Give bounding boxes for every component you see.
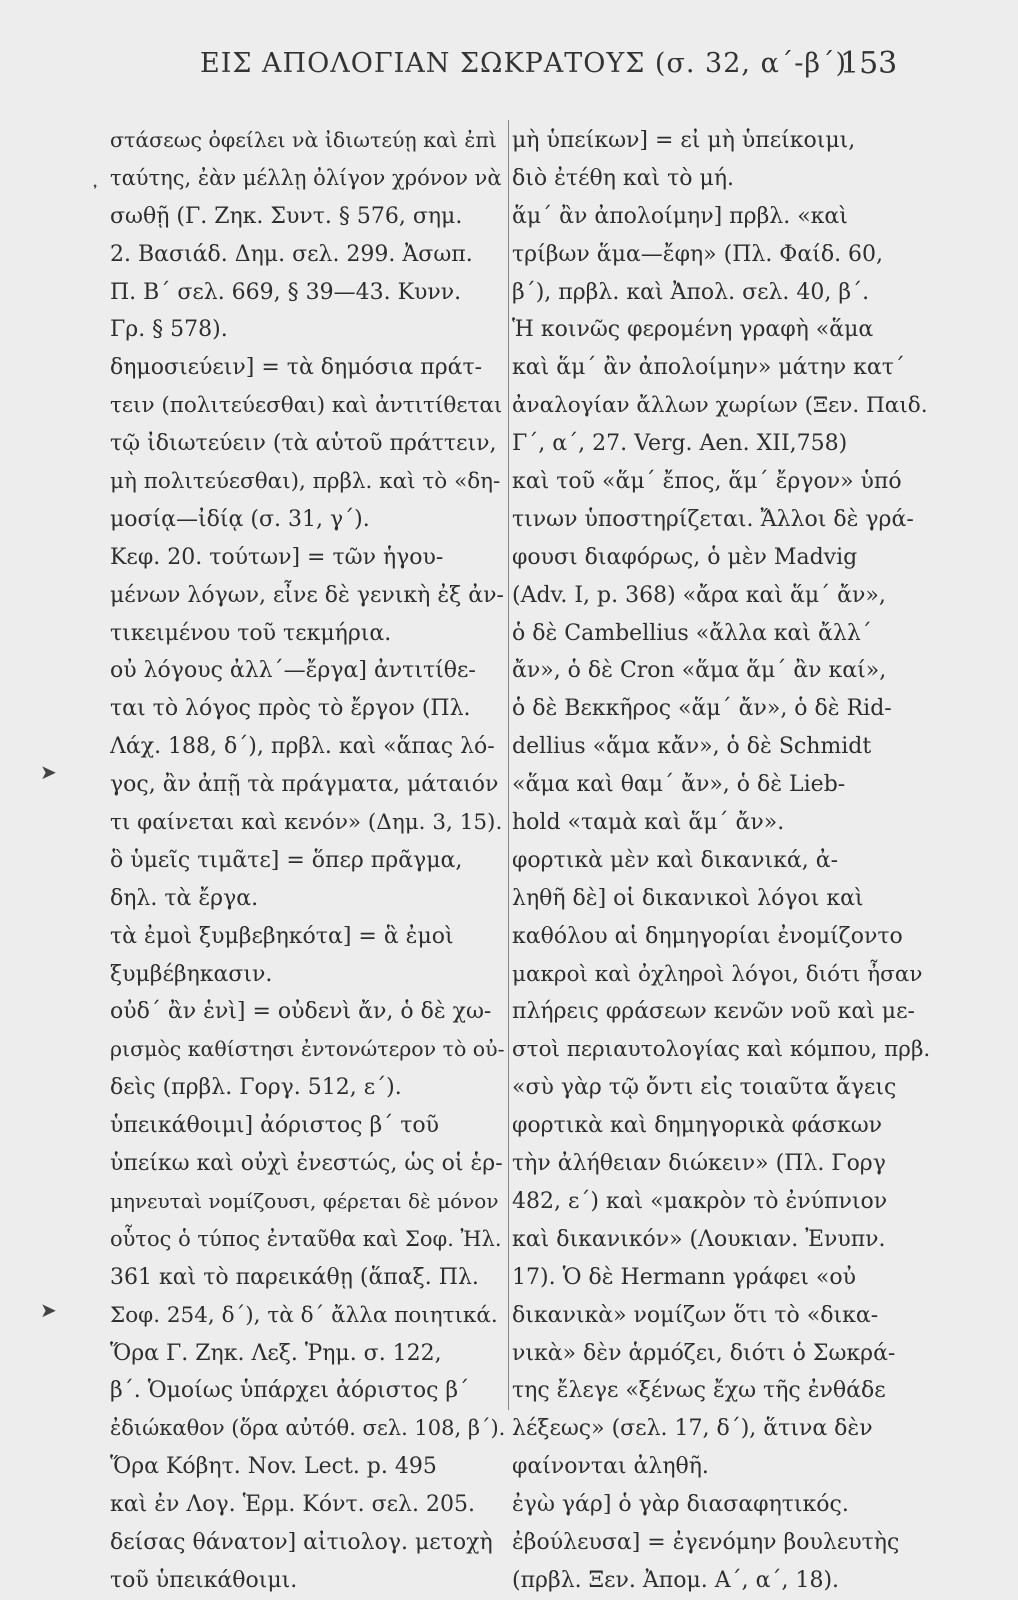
text-line: ἐβούλευσα] = ἐγενόμην βουλευτὴς xyxy=(512,1529,900,1555)
text-line: Κεφ. 20. τούτων] = τῶν ἡγου- xyxy=(110,544,444,570)
text-line: τῷ ἰδιωτεύειν (τὰ αὑτοῦ πράττειν, xyxy=(110,431,497,457)
text-line: ἅμ΄ ἂν ἀπολοίμην] πρβλ. «καὶ xyxy=(512,203,848,229)
text-line: ὃ ὑμεῖς τιμᾶτε] = ὅπερ πρᾶγμα, xyxy=(110,847,463,873)
text-line: β΄), πρβλ. καὶ Ἀπολ. σελ. 40, β΄. xyxy=(512,279,870,305)
text-line: καὶ ἅμ΄ ἂν ἀπολοίμην» μάτην κατ΄ xyxy=(512,355,905,381)
text-line: dellius «ἅμα κἄν», ὁ δὲ Schmidt xyxy=(512,734,872,760)
text-line: φορτικὰ μὲν καὶ δικανικά, ἀ- xyxy=(512,847,839,873)
text-line: Ὅρα Κόβητ. Nov. Lect. p. 495 xyxy=(110,1454,437,1480)
text-line: ἄν», ὁ δὲ Cron «ἅμα ἅμ΄ ἂν καί», xyxy=(512,658,887,684)
text-line: ται τὸ λόγος πρὸς τὸ ἔργον (Πλ. xyxy=(110,696,471,722)
text-line: νικὰ» δὲν ἁρμόζει, διότι ὁ Σωκρά- xyxy=(512,1340,896,1366)
text-line: ταύτης, ἐὰν μέλλῃ ὀλίγον χρόνον νὰ xyxy=(110,165,502,190)
text-line: hold «ταμὰ καὶ ἅμ΄ ἄν». xyxy=(512,810,785,836)
text-line: 2. Βασιάδ. Δημ. σελ. 299. Ἀσωπ. xyxy=(110,241,473,267)
text-line: Σοφ. 254, δ΄), τὰ δ΄ ἄλλα ποιητικά. xyxy=(110,1302,498,1328)
right-column xyxy=(512,122,930,1600)
text-line: τρίβων ἅμα—ἔφη» (Πλ. Φαίδ. 60, xyxy=(512,241,884,267)
text-line: δεὶς (πρβλ. Γοργ. 512, ε΄). xyxy=(110,1075,402,1101)
text-line: στοὶ περιαυτολογίας καὶ κόμπου, πρβ. xyxy=(512,1037,930,1063)
text-line: δημοσιεύειν] = τὰ δημόσια πράτ- xyxy=(110,355,483,381)
text-line: Π. Β΄ σελ. 669, § 39—43. Κυνν. xyxy=(110,279,462,305)
text-line: Γρ. § 578). xyxy=(110,317,228,343)
text-line: οὗτος ὁ τύπος ἐνταῦθα καὶ Σοφ. Ἠλ. xyxy=(110,1226,502,1251)
text-line: Γ΄, α΄, 27. Verg. Aen. XII,758) xyxy=(512,431,848,457)
text-line: 17). Ὁ δὲ Hermann γράφει «οὐ xyxy=(512,1264,856,1290)
text-line: ἀναλογίαν ἄλλων χωρίων (Ξεν. Παιδ. xyxy=(512,393,928,419)
text-line: ἐδιώκαθον (ὅρα αὐτόθ. σελ. 108, β΄). xyxy=(110,1416,505,1441)
column-divider xyxy=(508,120,509,1410)
text-line: μὴ πολιτεύεσθαι), πρβλ. καὶ τὸ «δη- xyxy=(110,469,501,495)
margin-arrow-icon: ➤ xyxy=(40,1298,57,1322)
text-line: «ἅμα καὶ θαμ΄ ἄν», ὁ δὲ Lieb- xyxy=(512,772,846,798)
text-line: φορτικὰ καὶ δημηγορικὰ φάσκων xyxy=(512,1113,883,1139)
text-line: μηνευταὶ νομίζουσι, φέρεται δὲ μόνον xyxy=(110,1188,499,1213)
text-line: ρισμὸς καθίστησι ἐντονώτερον τὸ οὐ- xyxy=(110,1037,505,1062)
text-line: οὐδ΄ ἂν ἑνὶ] = οὐδενὶ ἄν, ὁ δὲ χω- xyxy=(110,999,492,1025)
text-line: (πρβλ. Ξεν. Ἀπομ. Α΄, α΄, 18). xyxy=(512,1567,840,1593)
text-line: καὶ δικανικόν» (Λουκιαν. Ἐνυπν. xyxy=(512,1226,886,1252)
text-line: καὶ ἐν Λογ. Ἑρμ. Κόντ. σελ. 205. xyxy=(110,1492,475,1518)
margin-mark-icon: ᾽ xyxy=(90,182,100,206)
text-line: οὐ λόγους ἀλλ΄—ἔργα] ἀντιτίθε- xyxy=(110,658,476,684)
text-line: ὑπείκω καὶ οὐχὶ ἐνεστώς, ὡς οἱ ἑρ- xyxy=(110,1151,503,1177)
text-line: πλήρεις φράσεων κενῶν νοῦ καὶ με- xyxy=(512,999,915,1025)
text-line: ὁ δὲ Βεκκῆρος «ἅμ΄ ἄν», ὁ δὲ Rid- xyxy=(512,696,892,722)
text-line: δηλ. τὰ ἔργα. xyxy=(110,885,259,911)
text-line: Ὅρα Γ. Ζηκ. Λεξ. Ῥημ. σ. 122, xyxy=(110,1340,442,1366)
text-line: τὴν ἀλήθειαν διώκειν» (Πλ. Γοργ xyxy=(512,1151,886,1177)
running-header xyxy=(0,42,1018,92)
text-line: τινων ὑποστηρίζεται. Ἄλλοι δὲ γρά- xyxy=(512,506,914,532)
text-line: φαίνονται ἀληθῆ. xyxy=(512,1454,709,1480)
text-line: μακροὶ καὶ ὀχληροὶ λόγοι, διότι ἦσαν xyxy=(512,961,923,987)
page-number: 153 xyxy=(840,46,898,81)
text-line: στάσεως ὀφείλει νὰ ἰδιωτεύῃ καὶ ἐπὶ xyxy=(110,128,497,152)
text-line: ἐγὼ γάρ] ὁ γὰρ διασαφητικός. xyxy=(512,1492,849,1518)
margin-arrow-icon: ➤ xyxy=(40,760,57,784)
text-line: 361 καὶ τὸ παρεικάθῃ (ἅπαξ. Πλ. xyxy=(110,1264,479,1290)
text-line: τοῦ ὑπεικάθοιμι. xyxy=(110,1567,298,1593)
text-line: τι φαίνεται καὶ κενόν» (Δημ. 3, 15). xyxy=(110,810,503,836)
text-line: σωθῇ (Γ. Ζηκ. Συντ. § 576, σημ. xyxy=(110,203,463,229)
text-line: Ἡ κοινῶς φερομένη γραφὴ «ἅμα xyxy=(512,317,874,343)
text-line: μοσίᾳ—ἰδίᾳ (σ. 31, γ΄). xyxy=(110,506,370,532)
text-line: τειν (πολιτεύεσθαι) καὶ ἀντιτίθεται xyxy=(110,393,503,419)
text-line: μένων λόγων, εἶνε δὲ γενικὴ ἐξ ἀν- xyxy=(110,582,504,608)
text-line: ὑπεικάθοιμι] ἀόριστος β΄ τοῦ xyxy=(110,1113,439,1139)
text-line: καὶ τοῦ «ἅμ΄ ἔπος, ἅμ΄ ἔργον» ὑπό xyxy=(512,469,902,495)
text-line: 482, ε΄) καὶ «μακρὸν τὸ ἐνύπνιον xyxy=(512,1188,888,1214)
text-line: γος, ἂν ἀπῇ τὰ πράγματα, μάταιόν xyxy=(110,772,499,798)
text-line: της ἔλεγε «ξένως ἔχω τῆς ἐνθάδε xyxy=(512,1378,886,1404)
text-line: ληθῆ δὲ] οἱ δικανικοὶ λόγοι καὶ xyxy=(512,885,864,911)
text-line: τὰ ἐμοὶ ξυμβεβηκότα] = ἃ ἐμοὶ xyxy=(110,923,454,949)
text-line: διὸ ἐτέθη καὶ τὸ μή. xyxy=(512,165,735,191)
text-line: «σὺ γὰρ τῷ ὄντι εἰς τοιαῦτα ἄγεις xyxy=(512,1075,897,1101)
text-line: ὁ δὲ Cambellius «ἄλλα καὶ ἄλλ΄ xyxy=(512,620,872,646)
text-line: ξυμβέβηκασιν. xyxy=(110,961,273,987)
text-line: δείσας θάνατον] αἰτιολογ. μετοχὴ xyxy=(110,1529,493,1555)
text-line: τικειμένου τοῦ τεκμήρια. xyxy=(110,620,392,646)
text-line: β΄. Ὁμοίως ὑπάρχει ἀόριστος β΄ xyxy=(110,1378,470,1404)
text-line: (Adv. I, p. 368) «ἄρα καὶ ἅμ΄ ἄν», xyxy=(512,582,886,608)
left-column xyxy=(110,122,505,1600)
text-line: καθόλου αἱ δημηγορίαι ἐνομίζοντο xyxy=(512,923,903,949)
text-line: μὴ ὑπείκων] = εἰ μὴ ὑπείκοιμι, xyxy=(512,128,856,153)
text-line: λέξεως» (σελ. 17, δ΄), ἅτινα δὲν xyxy=(512,1416,873,1442)
running-title: ΕΙΣ ΑΠΟΛΟΓΙΑΝ ΣΩΚΡΑΤΟΥΣ (σ. 32, α΄-β΄) xyxy=(200,48,848,79)
text-line: δικανικὰ» νομίζων ὅτι τὸ «δικα- xyxy=(512,1302,879,1328)
text-line: φουσι διαφόρως, ὁ μὲν Madvig xyxy=(512,544,858,570)
text-line: Λάχ. 188, δ΄), πρβλ. καὶ «ἅπας λό- xyxy=(110,734,495,760)
